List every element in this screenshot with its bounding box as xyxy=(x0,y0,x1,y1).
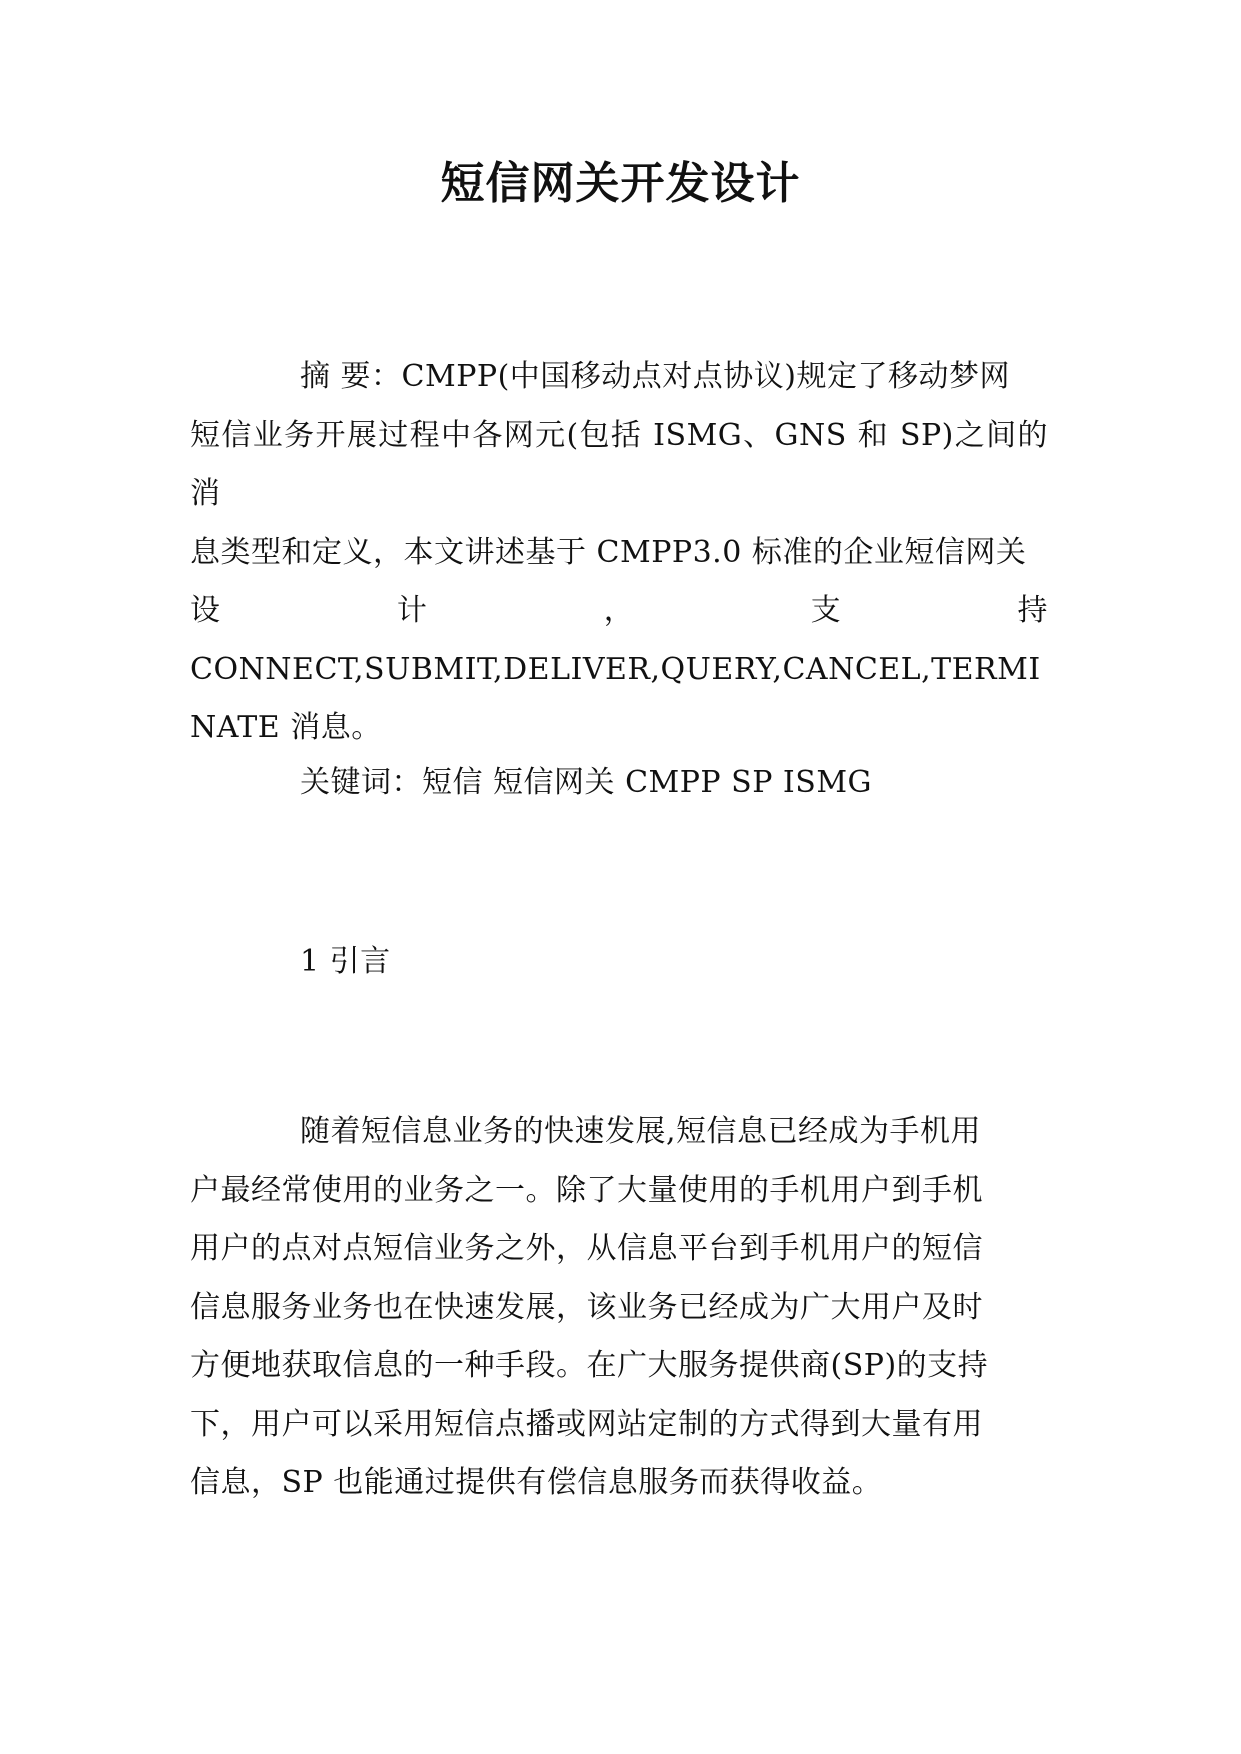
body-line: 方便地获取信息的一种手段。在广大服务提供商(SP)的支持 xyxy=(190,1348,989,1383)
abstract-char: 设 xyxy=(190,593,221,628)
body-line: 下，用户可以采用短信点播或网站定制的方式得到大量有用 xyxy=(190,1406,983,1442)
body-paragraph xyxy=(190,1103,1048,1513)
section-heading: 1 引言 xyxy=(300,944,391,979)
abstract-line: CONNECT,SUBMIT,DELIVER,QUERY,CANCEL,TERMINATE 消息。 xyxy=(190,651,1041,745)
abstract-paragraph xyxy=(190,348,1048,758)
body-line: 信息，SP 也能通过提供有偿信息服务而获得收益。 xyxy=(190,1465,883,1500)
abstract-char: 支 xyxy=(810,593,842,628)
body-line: 户最经常使用的业务之一。除了大量使用的手机用户到手机 xyxy=(190,1172,983,1208)
body-line: 信息服务业务也在快速发展，该业务已经成为广大用户及时 xyxy=(190,1289,983,1325)
abstract-line: 短信业务开展过程中各网元(包括 ISMG、GNS 和 SP)之间的消 xyxy=(190,417,1048,511)
abstract-char: 计 xyxy=(396,593,428,628)
abstract-char: ， xyxy=(603,593,635,628)
body-line: 随着短信息业务的快速发展,短信息已经成为手机用 xyxy=(300,1114,982,1149)
abstract-spread-line xyxy=(190,582,1048,641)
document-title: 短信网关开发设计 xyxy=(440,158,801,209)
keywords-line: 关键词：短信 短信网关 CMPP SP ISMG xyxy=(300,765,873,800)
abstract-line: 摘 要：CMPP(中国移动点对点协议)规定了移动梦网 xyxy=(300,359,1010,394)
abstract-line: 息类型和定义，本文讲述基于 CMPP3.0 标准的企业短信网关 xyxy=(190,534,1027,570)
abstract-char: 持 xyxy=(1017,593,1048,628)
body-line: 用户的点对点短信业务之外，从信息平台到手机用户的短信 xyxy=(190,1231,983,1266)
